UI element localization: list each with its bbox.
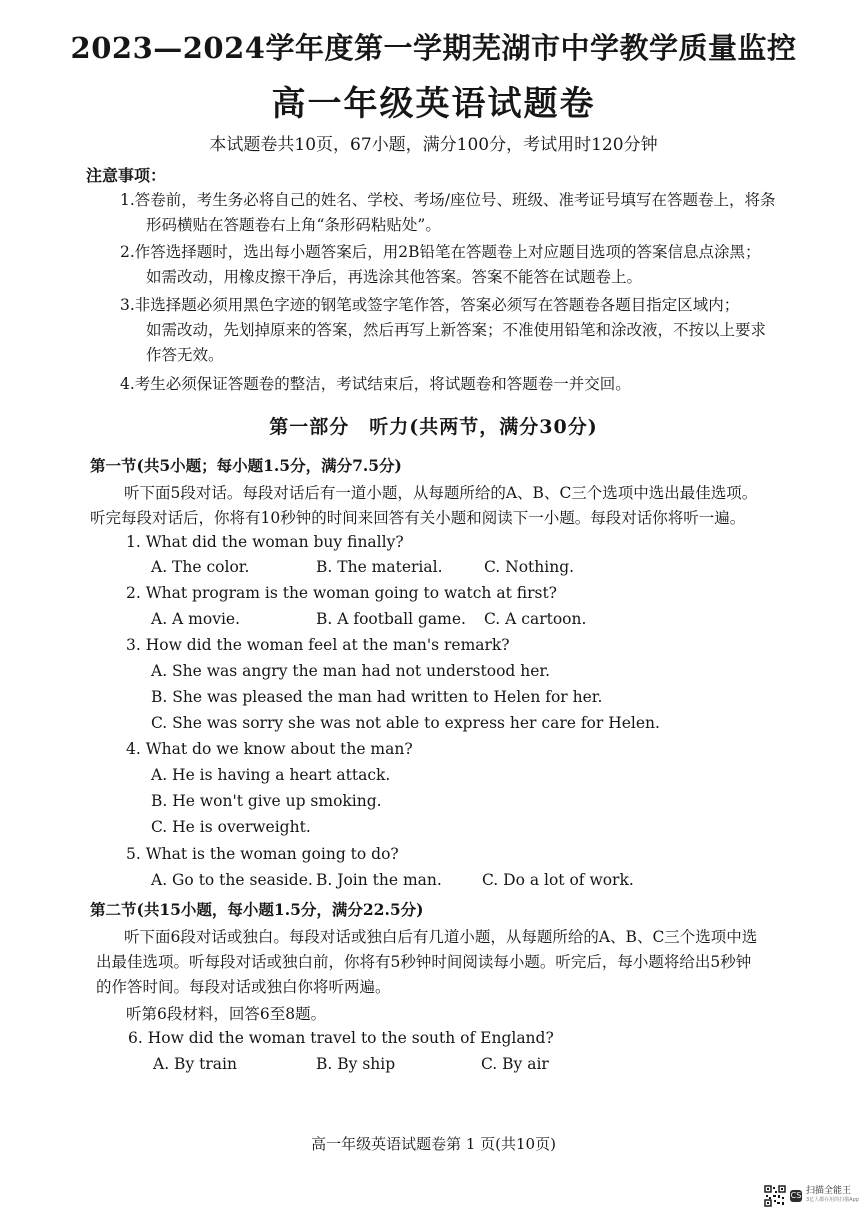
question-5-option-c: C. Do a lot of work. bbox=[482, 871, 634, 889]
question-1-stem: 1. What did the woman buy finally? bbox=[126, 533, 404, 551]
question-3-option-b: B. She was pleased the man had written to Helen for her. bbox=[151, 688, 603, 706]
part1-title: 第一部分 听力(共两节，满分30分) bbox=[269, 416, 598, 438]
note-4-line-1: 4.考生必须保证答题卷的整洁，考试结束后，将试题卷和答题卷一并交回。 bbox=[120, 375, 631, 393]
section2-instruction-1: 听下面6段对话或独白。每段对话或独白后有几道小题，从每题所给的A、B、C三个选项中选 bbox=[124, 928, 758, 946]
camscanner-logo-icon: CS bbox=[790, 1191, 802, 1200]
section2-instruction-3: 的作答时间。每段对话或独白你将听两遍。 bbox=[96, 978, 391, 996]
question-4-stem: 4. What do we know about the man? bbox=[126, 740, 413, 758]
question-5-stem: 5. What is the woman going to do? bbox=[126, 845, 399, 863]
note-1-line-1: 1.答卷前，考生务必将自己的姓名、学校、考场/座位号、班级、准考证号填写在答题卷上，将条 bbox=[120, 191, 776, 209]
note-1-line-2: 形码横贴在答题卷右上角“条形码粘贴处”。 bbox=[146, 216, 441, 234]
note-2-line-2: 如需改动，用橡皮擦干净后，再选涂其他答案。答案不能答在试题卷上。 bbox=[146, 268, 643, 286]
question-2-stem: 2. What program is the woman going to watch at first? bbox=[126, 584, 557, 602]
section1-instruction-1: 听下面5段对话。每段对话后有一道小题，从每题所给的A、B、C三个选项中选出最佳选项。 bbox=[124, 484, 758, 502]
question-5-option-b: B. Join the man. bbox=[316, 871, 442, 889]
scanner-brand bbox=[806, 1187, 859, 1205]
question-6-option-c: C. By air bbox=[481, 1055, 549, 1073]
note-3-line-1: 3.非选择题必须用黑色字迹的钢笔或签字笔作答，答案必须写在答题卷各题目指定区域内； bbox=[120, 296, 740, 314]
note-3-line-3: 作答无效。 bbox=[146, 346, 224, 364]
question-2-option-c: C. A cartoon. bbox=[484, 610, 587, 628]
note-2-line-1: 2.作答选择题时，选出每小题答案后，用2B铅笔在答题卷上对应题目选项的答案信息点涂黑； bbox=[120, 243, 761, 261]
question-4-option-a: A. He is having a heart attack. bbox=[151, 766, 391, 784]
scanner-watermark bbox=[764, 1185, 860, 1207]
note-3-line-2: 如需改动，先划掉原来的答案，然后再写上新答案；不准使用铅笔和涂改液，不按以上要求 bbox=[146, 321, 767, 339]
question-4-option-b: B. He won't give up smoking. bbox=[151, 792, 382, 810]
question-1-option-a: A. The color. bbox=[151, 558, 250, 576]
question-2-option-a: A. A movie. bbox=[151, 610, 241, 628]
exam-title-line2: 高一年级英语试题卷 bbox=[271, 84, 596, 124]
question-3-option-c: C. She was sorry she was not able to express her care for Helen. bbox=[151, 714, 660, 732]
question-3-option-a: A. She was angry the man had not understood her. bbox=[151, 662, 551, 680]
question-1-option-b: B. The material. bbox=[316, 558, 443, 576]
section1-instruction-2: 听完每段对话后，你将有10秒钟的时间来回答有关小题和阅读下一小题。每段对话你将听一遍。 bbox=[90, 509, 746, 527]
question-4-option-c: C. He is overweight. bbox=[151, 818, 311, 836]
scanner-brand-tagline: 3亿人都在用的扫描App bbox=[806, 1197, 859, 1203]
notes-heading: 注意事项： bbox=[86, 166, 167, 185]
qr-code-icon bbox=[764, 1185, 786, 1207]
section2-material-note: 听第6段材料，回答6至8题。 bbox=[126, 1005, 327, 1023]
question-6-option-a: A. By train bbox=[153, 1055, 237, 1073]
question-5-option-a: A. Go to the seaside. bbox=[151, 871, 313, 889]
section2-instruction-2: 出最佳选项。听每段对话或独白前，你将有5秒钟时间阅读每小题。听完后，每小题将给出5秒钟 bbox=[96, 953, 752, 971]
page-footer: 高一年级英语试题卷第 1 页(共10页) bbox=[311, 1135, 556, 1153]
question-1-option-c: C. Nothing. bbox=[484, 558, 575, 576]
section2-heading: 第二节(共15小题，每小题1.5分，满分22.5分) bbox=[90, 900, 424, 919]
exam-title-line1: 2023—2024学年度第一学期芜湖市中学教学质量监控 bbox=[70, 31, 797, 65]
question-2-option-b: B. A football game. bbox=[316, 610, 466, 628]
exam-subtitle: 本试题卷共10页，67小题，满分100分，考试用时120分钟 bbox=[209, 135, 658, 155]
question-3-stem: 3. How did the woman feel at the man's remark? bbox=[126, 636, 510, 654]
section1-heading: 第一节(共5小题；每小题1.5分，满分7.5分) bbox=[90, 456, 402, 475]
question-6-stem: 6. How did the woman travel to the south of England? bbox=[128, 1029, 554, 1047]
question-6-option-b: B. By ship bbox=[316, 1055, 396, 1073]
scanner-brand-name: 扫描全能王 bbox=[806, 1186, 852, 1196]
